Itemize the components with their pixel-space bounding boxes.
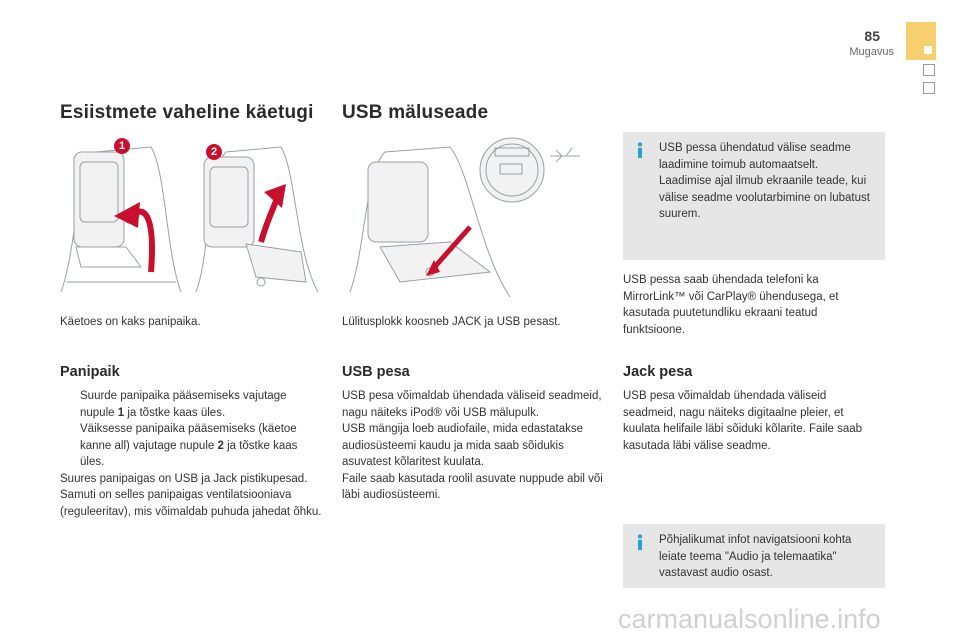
- tab-box-empty: [923, 64, 935, 76]
- tab-box-empty: [923, 82, 935, 94]
- left-body: [60, 388, 322, 520]
- left-caption: Käetoes on kaks panipaika.: [60, 316, 201, 328]
- right-para-1: USB pessa saab ühendada telefoni ka MirrorLink™ või CarPlay® ühendusega, et kasutada puutetundliku ekraani teatud funktsioone.: [623, 274, 839, 336]
- middle-body: [342, 388, 604, 504]
- info-icon: [633, 534, 647, 550]
- left-title: Esiistmete vaheline käetugi: [60, 102, 314, 123]
- bullet-text-b: ja tõstke kaas üles.: [80, 439, 298, 468]
- info-icon: [633, 142, 647, 158]
- left-subheading: Panipaik: [60, 364, 120, 380]
- bullet-item: [60, 421, 322, 471]
- left-paragraph: Suures panipaigas on USB ja Jack pistikupesad. Samuti on selles panipaigas ventilatsiooniava (reguleeritav), mis võimaldab puhuda jahedat õhku.: [60, 472, 322, 518]
- info-text-navigation: Põhjalikumat infot navigatsiooni kohta leiate teema "Audio ja telemaatika" vastavast audio osast.: [659, 534, 852, 579]
- section-title: Mugavus: [849, 46, 894, 58]
- right-para-2: USB pesa võimaldab ühendada väliseid seadmeid, nagu näiteks digitaalne pleier, et kuulata helifaile läbi sõiduki kõlarite. Faile saab kasutada läbi välise seadme.: [623, 390, 863, 452]
- middle-title: USB mäluseade: [342, 102, 489, 123]
- middle-para-2: USB mängija loeb audiofaile, mida edastatakse audiosüsteemi kaudu ja mida saab sõidukis asuvatest kõlaritest kuulata.: [342, 423, 584, 468]
- page-number: 85: [864, 28, 880, 44]
- bullet-text-a: Suurde panipaika pääsemiseks vajutage nupule: [80, 390, 287, 419]
- info-box-charging: [623, 132, 885, 260]
- callout-2: 2: [206, 144, 222, 160]
- section-tab: [906, 22, 936, 60]
- bullet-text-b: ja tõstke kaas üles.: [124, 406, 226, 419]
- tab-marker: [924, 46, 932, 54]
- bullet-text-a: Väiksesse panipaika pääsemiseks (käetoe kanne all) vajutage nupule: [80, 423, 297, 452]
- info-box-navigation: [623, 524, 885, 588]
- watermark: carmanualsonline.info: [618, 604, 881, 634]
- middle-para-1: USB pesa võimaldab ühendada väliseid seadmeid, nagu näiteks iPod® või USB mälupulk.: [342, 390, 602, 419]
- right-subheading: Jack pesa: [623, 364, 693, 380]
- middle-subheading: USB pesa: [342, 364, 410, 380]
- bullet-item: [60, 388, 322, 421]
- middle-para-3: Faile saab kasutada roolil asuvate nuppude abil või läbi audiosüsteemi.: [342, 472, 603, 501]
- armrest-drawing: [56, 132, 328, 308]
- usb-illustration: [340, 132, 604, 308]
- bullet-number: 1: [117, 406, 125, 419]
- info-text-charging: USB pessa ühendatud välise seadme laadimine toimub automaatselt. Laadimise ajal ilmub ekraanile teade, kui välise seadme voolutarbimine on lubatust suurem.: [659, 142, 870, 220]
- callout-1: 1: [114, 138, 130, 154]
- middle-caption: Lülitusplokk koosneb JACK ja USB pesast.: [342, 316, 561, 328]
- usb-drawing: [340, 132, 604, 308]
- armrest-illustration: [56, 132, 328, 308]
- bullet-number: 2: [217, 439, 224, 452]
